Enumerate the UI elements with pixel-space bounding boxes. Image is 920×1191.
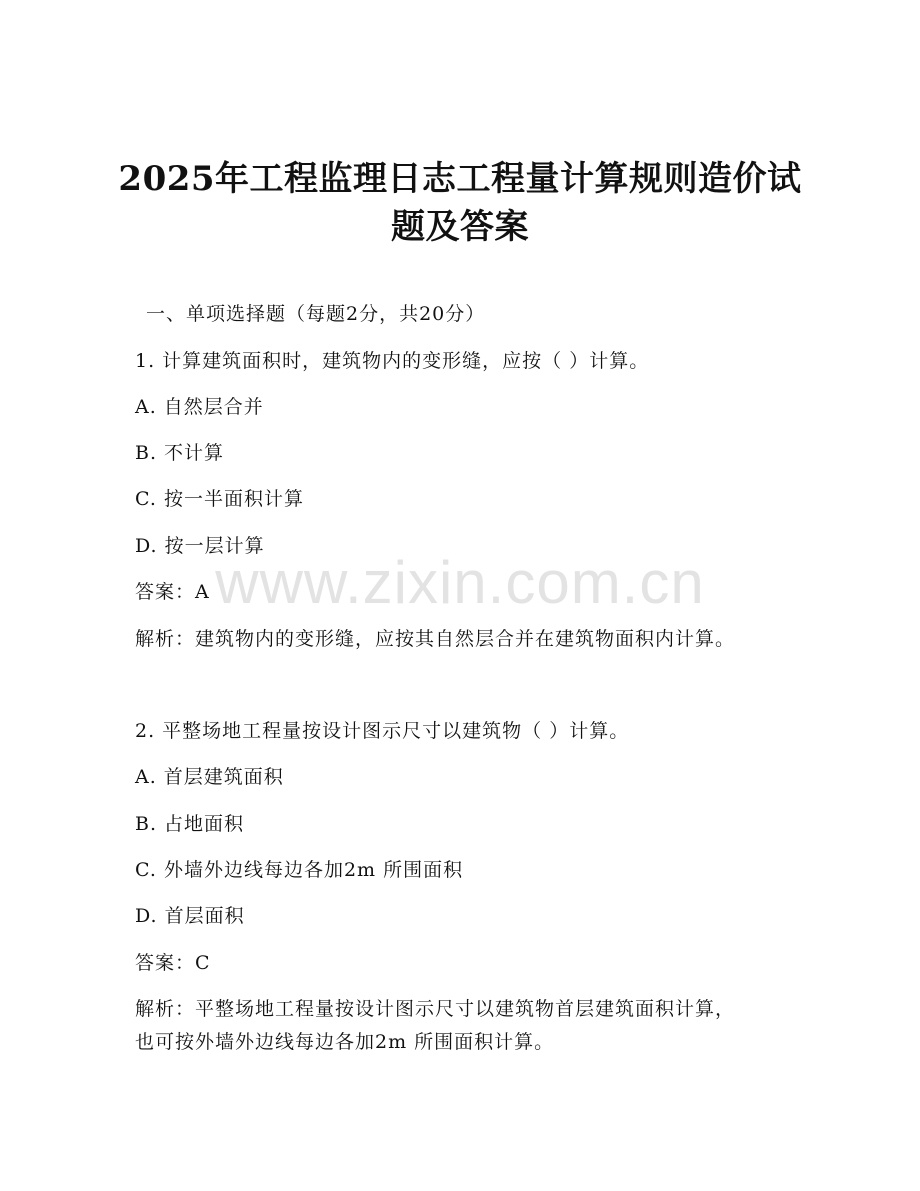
question-1-option-b: B. 不计算: [135, 442, 225, 464]
question-2-analysis-line-2: 也可按外墙外边线每边各加2m 所围面积计算。: [135, 1031, 555, 1053]
watermark: www.zixin.com.cn: [215, 549, 705, 616]
question-2-option-c: C. 外墙外边线每边各加2m 所围面积: [135, 859, 464, 881]
question-1-answer: 答案：A: [135, 581, 210, 603]
question-2-answer: 答案：C: [135, 952, 211, 974]
question-2-option-b: B. 占地面积: [135, 813, 245, 835]
section-heading: 一、单项选择题（每题2分，共20分）: [146, 303, 486, 325]
question-1-option-a: A. 自然层合并: [135, 396, 264, 418]
question-2-stem: 2. 平整场地工程量按设计图示尺寸以建筑物（ ）计算。: [135, 720, 630, 742]
question-2-analysis-line-1: 解析：平整场地工程量按设计图示尺寸以建筑物首层建筑面积计算，: [135, 998, 736, 1020]
question-1-analysis-line-1: 解析：建筑物内的变形缝，应按其自然层合并在建筑物面积内计算。: [135, 628, 736, 650]
question-1-stem: 1. 计算建筑面积时，建筑物内的变形缝，应按（ ）计算。: [135, 350, 650, 372]
document-title-line-2: 题及答案: [391, 207, 529, 247]
question-1-option-c: C. 按一半面积计算: [135, 488, 304, 510]
question-2-option-d: D. 首层面积: [135, 905, 245, 927]
question-1-option-d: D. 按一层计算: [135, 535, 265, 557]
question-2-option-a: A. 首层建筑面积: [135, 766, 284, 788]
document-title-line-1: 2025年工程监理日志工程量计算规则造价试: [118, 159, 802, 199]
